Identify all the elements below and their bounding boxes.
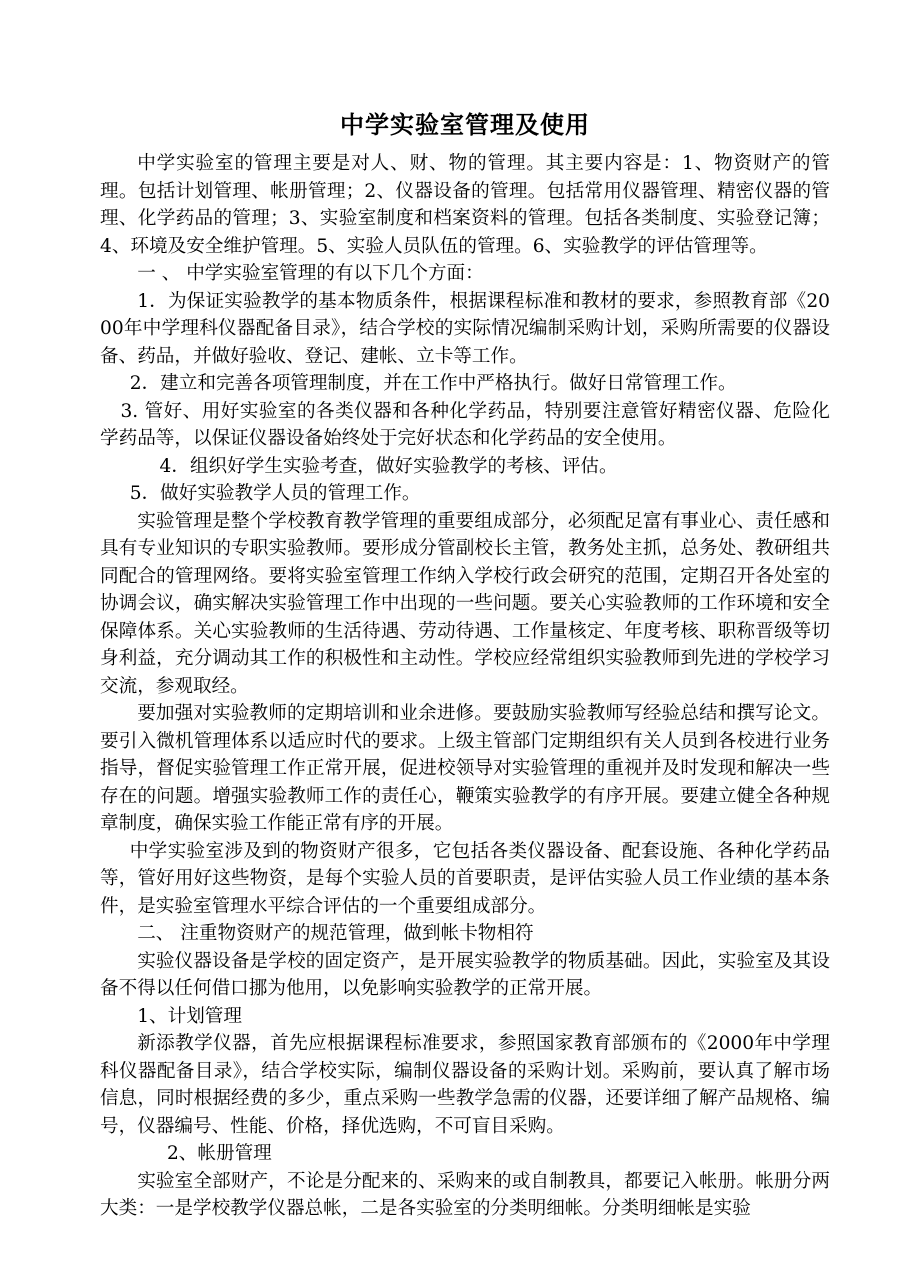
list-item-5: 5．做好实验教学人员的管理工作。 — [129, 483, 421, 504]
list-item-1: 1．为保证实验教学的基本物质条件，根据课程标准和教材的要求，参照教育部《2000年中学理科仪器配备目录》，结合学校的实际情况编制采购计划，采购所需要的仪器设备、药品，并做好验收、登记、建帐、立卡等工作。 — [100, 290, 830, 367]
paragraph-equipment: 实验仪器设备是学校的固定资产，是开展实验教学的物质基础。因此，实验室及其设备不得以任何借口挪为他用，以免影响实验教学的正常开展。 — [100, 950, 830, 999]
page-title: 中学实验室管理及使用 — [340, 111, 590, 139]
paragraph-plan: 新添教学仪器，首先应根据课程标准要求，参照国家教育部颁布的《2000年中学理科仪器配备目录》，结合学校实际，编制仪器设备的采购计划。采购前，要认真了解市场信息，同时根据经费的多少，重点采购一些教学急需的仪器，还要详细了解产品规格、编号，仪器编号、性能、价格，择优选购，不可盲目采购。 — [100, 1033, 830, 1137]
subheading-plan: 1、计划管理 — [137, 1005, 242, 1027]
paragraph-management: 实验管理是整个学校教育教学管理的重要组成部分，必须配足富有事业心、责任感和具有专业知识的专职实验教师。要形成分管副校长主管，教务处主抓，总务处、教研组共同配合的管理网络。要将实验室管理工作纳入学校行政会研究的范围，定期召开各处室的协调会议，确实解决实验管理工作中出现的一些问题。要关心实验教师的工作环境和安全保障体系。关心实验教师的生活待遇、劳动待遇、工作量核定、年度考核、职称晋级等切身利益，充分调动其工作的积极性和主动性。学校应经常组织实验教师到先进的学校学习交流，参观取经。 — [100, 510, 830, 697]
paragraph-intro: 中学实验室的管理主要是对人、财、物的管理。其主要内容是：1、物资财产的管理。包括计划管理、帐册管理；2、仪器设备的管理。包括常用仪器管理、精密仪器的管理、化学药品的管理；3、实验室制度和档案资料的管理。包括各类制度、实验登记簿；4、环境及安全维护管理。5、实验人员队伍的管理。6、实验教学的评估管理等。 — [100, 153, 830, 257]
paragraph-ledger: 实验室全部财产，不论是分配来的、采购来的或自制教具，都要记入帐册。帐册分两大类：一是学校教学仪器总帐，二是各实验室的分类明细帐。分类明细帐是实验 — [100, 1170, 830, 1219]
list-item-4: 4．组织好学生实验考查，做好实验教学的考核、评估。 — [159, 455, 618, 477]
paragraph-training: 要加强对实验教师的定期培训和业余进修。要鼓励实验教师写经验总结和撰写论文。要引入微机管理体系以适应时代的要求。上级主管部门定期组织有关人员到各校进行业务指导，督促实验管理工作正常开展，促进校领导对实验管理的重视并及时发现和解决一些存在的问题。增强实验教师工作的责任心，鞭策实验教学的有序开展。要建立健全各种规章制度，确保实验工作能正常有序的开展。 — [100, 703, 830, 834]
document-body — [100, 108, 830, 1223]
section-heading-2: 二、 注重物资财产的规范管理，做到帐卡物相符 — [137, 923, 534, 944]
list-item-3: 3. 管好、用好实验室的各类仪器和各种化学药品，特别要注意管好精密仪器、危险化学药品等，以保证仪器设备始终处于完好状态和化学药品的安全使用。 — [100, 400, 830, 449]
paragraph-assets: 中学实验室涉及到的物资财产很多，它包括各类仪器设备、配套设施、各种化学药品等，管好用好这些物资，是每个实验人员的首要职责，是评估实验人员工作业绩的基本条件，是实验室管理水平综合评估的一个重要组成部分。 — [100, 840, 830, 917]
subheading-ledger: 2、帐册管理 — [166, 1143, 272, 1164]
section-heading-1: 一 、 中学实验室管理的有以下几个方面： — [137, 263, 484, 284]
list-item-2: 2．建立和完善各项管理制度，并在工作中严格执行。做好日常管理工作。 — [129, 373, 737, 394]
